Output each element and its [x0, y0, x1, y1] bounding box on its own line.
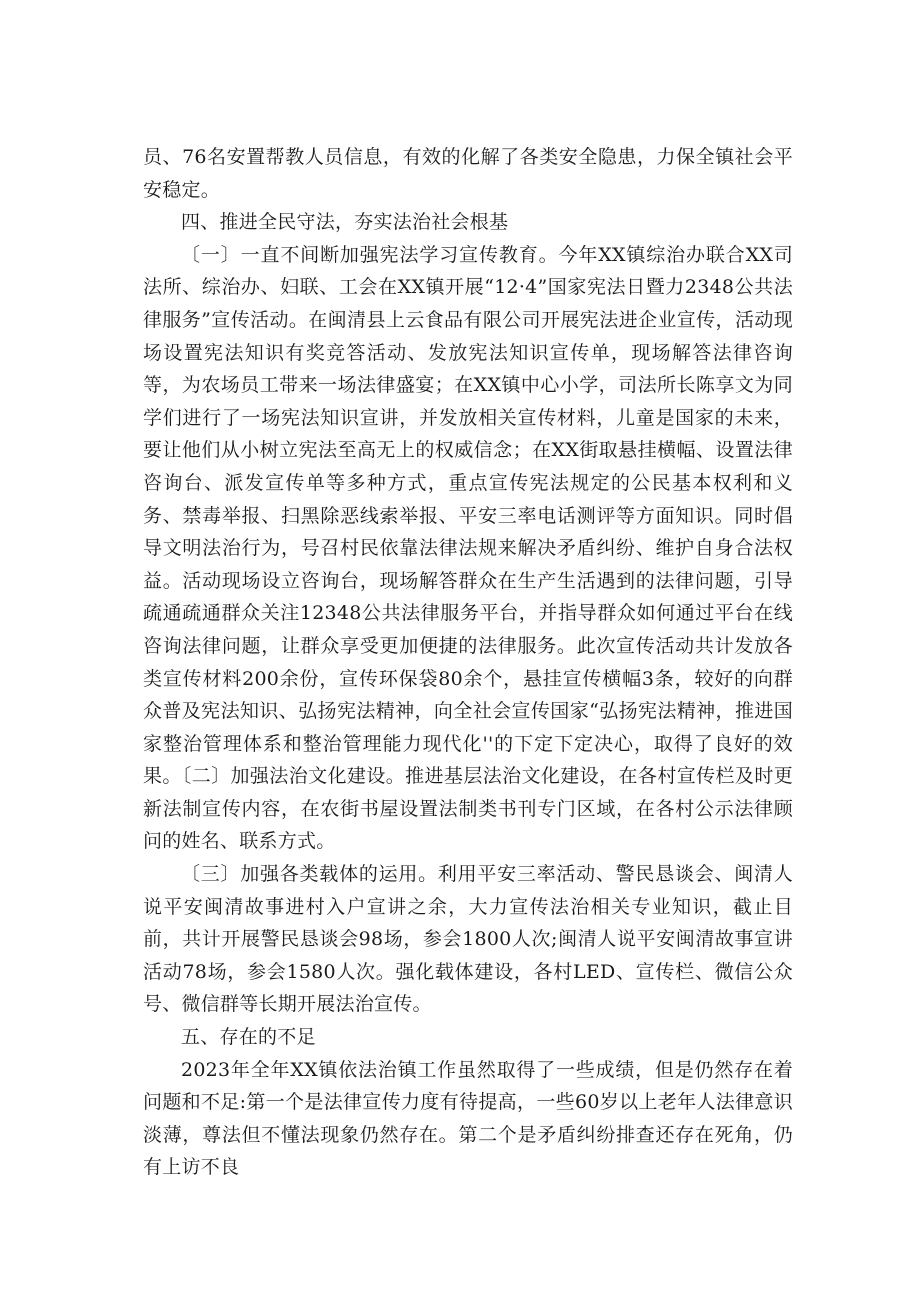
section-heading-four: 四、推进全民守法，夯实法治社会根基: [181, 211, 509, 234]
paragraph-constitution-education: 〔一〕一直不间断加强宪法学习宣传教育。今年XX镇综治办联合XX司法所、综治办、妇联、工会在XX镇开展“12·4”国家宪法日暨力2348公共法律服务”宣传活动。在闽清县上云食品有限公司开展宪法进企业宣传，活动现场设置宪法知识有奖竞答活动、发放宪法知识宣传单，现场解答法律咨询等，为农场员工带来一场法律盛宴；在XX镇中心小学，司法所长陈享文为同学们进行了一场宪法知识宣讲，并发放相关宣传材料，儿童是国家的未来，要让他们从小树立宪法至高无上的权威信念；在XX街取悬挂横幅、设置法律咨询台、派发宣传单等多种方式，重点宣传宪法规定的公民基本权利和义务、禁毒举报、扫黑除恶线索举报、平安三率电话测评等方面知识。同时倡导文明法治行为，号召村民依靠法律法规来解决矛盾纠纷、维护自身合法权益。活动现场设立咨询台，现场解答群众在生产生活遇到的法律问题，引导疏通疏通群众关注12348公共法律服务平台，并指导群众如何通过平台在线咨询法律问题，让群众享受更加便捷的法律服务。此次宣传活动共计发放各类宣传材料200余份，宣传环保袋80余个，悬挂宣传横幅3条，较好的向群众普及宪法知识、弘扬宪法精神，向全社会宣传国家“弘扬宪法精神，推进国家整治管理体系和整治管理能力现代化''的下定下定决心，取得了良好的效果。〔二〕加强法治文化建设。推进基层法治文化建设，在各村宣传栏及时更新法制宣传内容，在农街书屋设置法制类书刊专门区域，在各村公示法律顾问的姓名、联系方式。: [143, 243, 793, 853]
section-heading-five: 五、存在的不足: [181, 1026, 316, 1049]
paragraph-carrier-usage: 〔三〕加强各类载体的运用。利用平安三率活动、警民恳谈会、闽清人说平安闽清故事进村入户宣讲之余，大力宣传法治相关专业知识，截止目前，共计开展警民恳谈会98场，参会1800人次;闽清人说平安闽清故事宣讲活动78场，参会1580人次。强化载体建设，各村LED、宣传栏、微信公众号、微信群等长期开展法治宣传。: [143, 863, 793, 1016]
paragraph-shortcomings: 2023年全年XX镇依法治镇工作虽然取得了一些成绩，但是仍然存在着问题和不足:第一个是法律宣传力度有待提高，一些60岁以上老年人法律意识淡薄，尊法但不懂法现象仍然存在。第二个是矛盾纠纷排查还存在死角，仍有上访不良: [143, 1058, 793, 1179]
document-body: [143, 141, 793, 1184]
paragraph-continuation: 员、76名安置帮教人员信息，有效的化解了各类安全隐患，力保全镇社会平安稳定。: [143, 146, 793, 201]
